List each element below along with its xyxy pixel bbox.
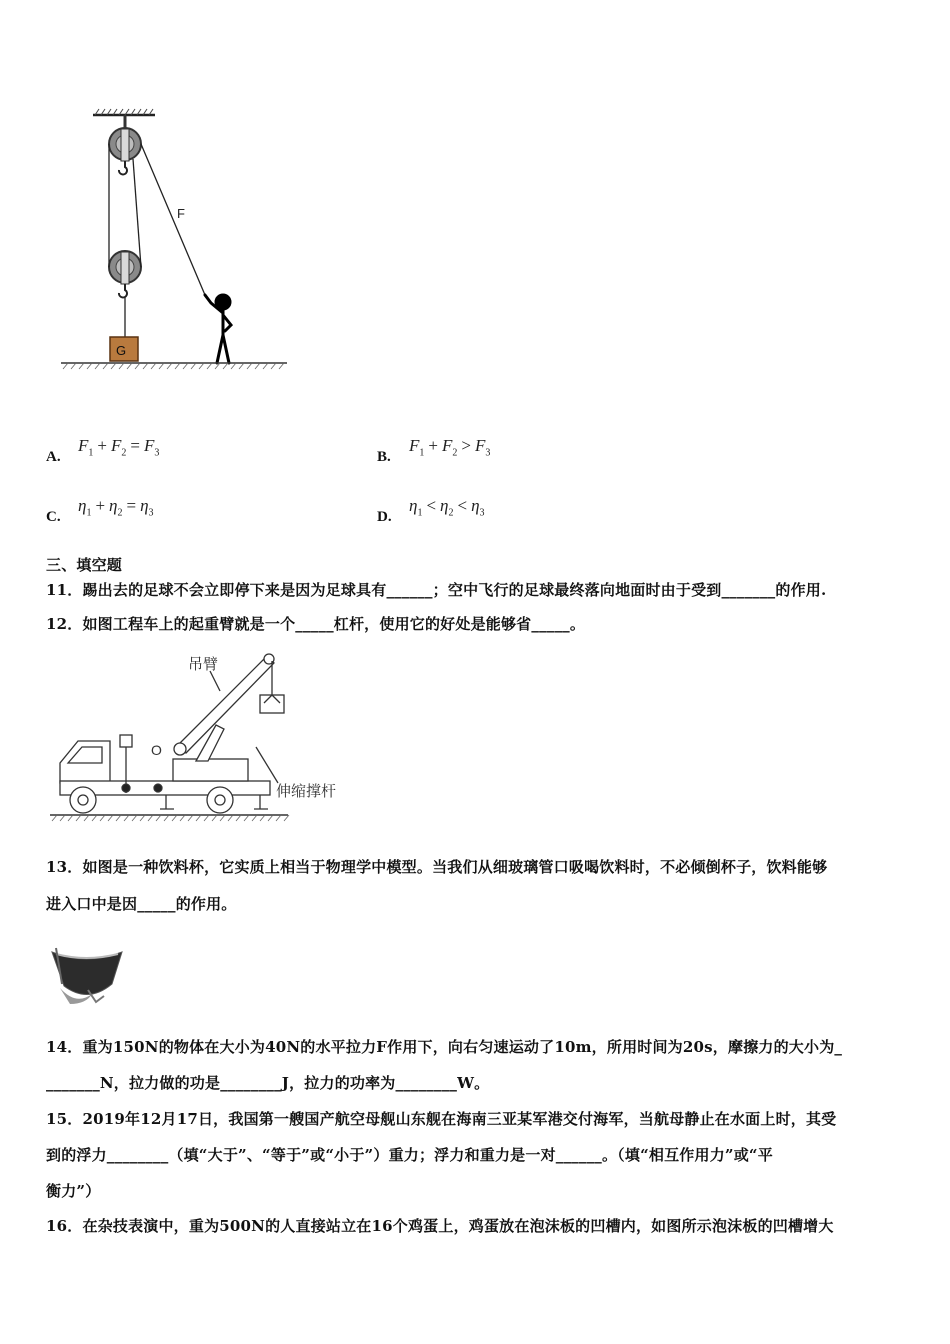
option-formula: $F_1 + F_2 = F_3$ (78, 436, 160, 459)
fixed-pulley (109, 115, 141, 174)
ceiling (93, 109, 155, 115)
wheel-rear (207, 787, 233, 813)
crane-load (260, 695, 284, 713)
option-letter: A. (46, 449, 61, 465)
strut-label: 伸缩撑杆 (276, 782, 337, 800)
boom-label: 吊臂 (188, 655, 219, 673)
ground (61, 363, 287, 369)
question-15-line-3: 衡力”） (46, 1182, 101, 1200)
person-figure (205, 295, 231, 363)
ropes (109, 144, 205, 337)
question-13-line-1: 13．如图是一种饮料杯，它实质上相当于物理学中模型。当我们从细玻璃管口吸喝饮料时，不必倾倒杯子，饮料能够 (46, 858, 828, 876)
question-15-line-1: 15．2019年12月17日，我国第一艘国产航空母舰山东舰在海南三亚某军港交付海军，当航母静止在水面上时，其受 (46, 1110, 837, 1128)
crane-truck-figure (48, 643, 353, 828)
question-14-line-1: 14．重为150N的物体在大小为40N的水平拉力F作用下，向右匀速运动了10m，所用时间为20s，摩擦力的大小为_ (46, 1038, 843, 1056)
movable-pulley (109, 251, 141, 297)
section-title: 三、填空题 (46, 556, 123, 574)
load-block (110, 337, 138, 361)
pivot-label: O (151, 742, 162, 758)
option-formula: $F_1 + F_2 > F_3$ (409, 436, 491, 459)
question-14-line-2: _______N，拉力做的功是________J，拉力的功率为________W。 (46, 1074, 490, 1092)
option-letter: B. (377, 449, 391, 465)
option-letter: C. (46, 509, 61, 525)
question-16-line-1: 16．在杂技表演中，重为500N的人直接站立在16个鸡蛋上，鸡蛋放在泡沫板的凹槽内，如图所示泡沫板的凹槽增大 (46, 1217, 834, 1235)
pulley-system-figure (55, 105, 295, 375)
option-formula: $\eta_1 < \eta_2 < \eta_3$ (409, 496, 485, 519)
drinking-cup-figure (48, 944, 126, 1010)
force-label: F (177, 206, 185, 221)
wheel-front (70, 787, 96, 813)
question-15-line-2: 到的浮力________（填“大于”、“等于”或“小于”）重力；浮力和重力是一对______。（填“相互作用力”或“平 (46, 1146, 773, 1164)
question-13-line-2: 进入口中是因_____的作用。 (46, 895, 237, 913)
question-12: 12．如图工程车上的起重臂就是一个_____杠杆，使用它的好处是能够省_____。 (46, 615, 586, 633)
option-letter: D. (377, 509, 392, 525)
question-11: 11．踢出去的足球不会立即停下来是因为足球具有______；空中飞行的足球最终落向地面时由于受到_______的作用. (46, 581, 827, 599)
option-formula: $\eta_1 + \eta_2 = \eta_3$ (78, 496, 154, 519)
weight-label: G (116, 343, 127, 358)
